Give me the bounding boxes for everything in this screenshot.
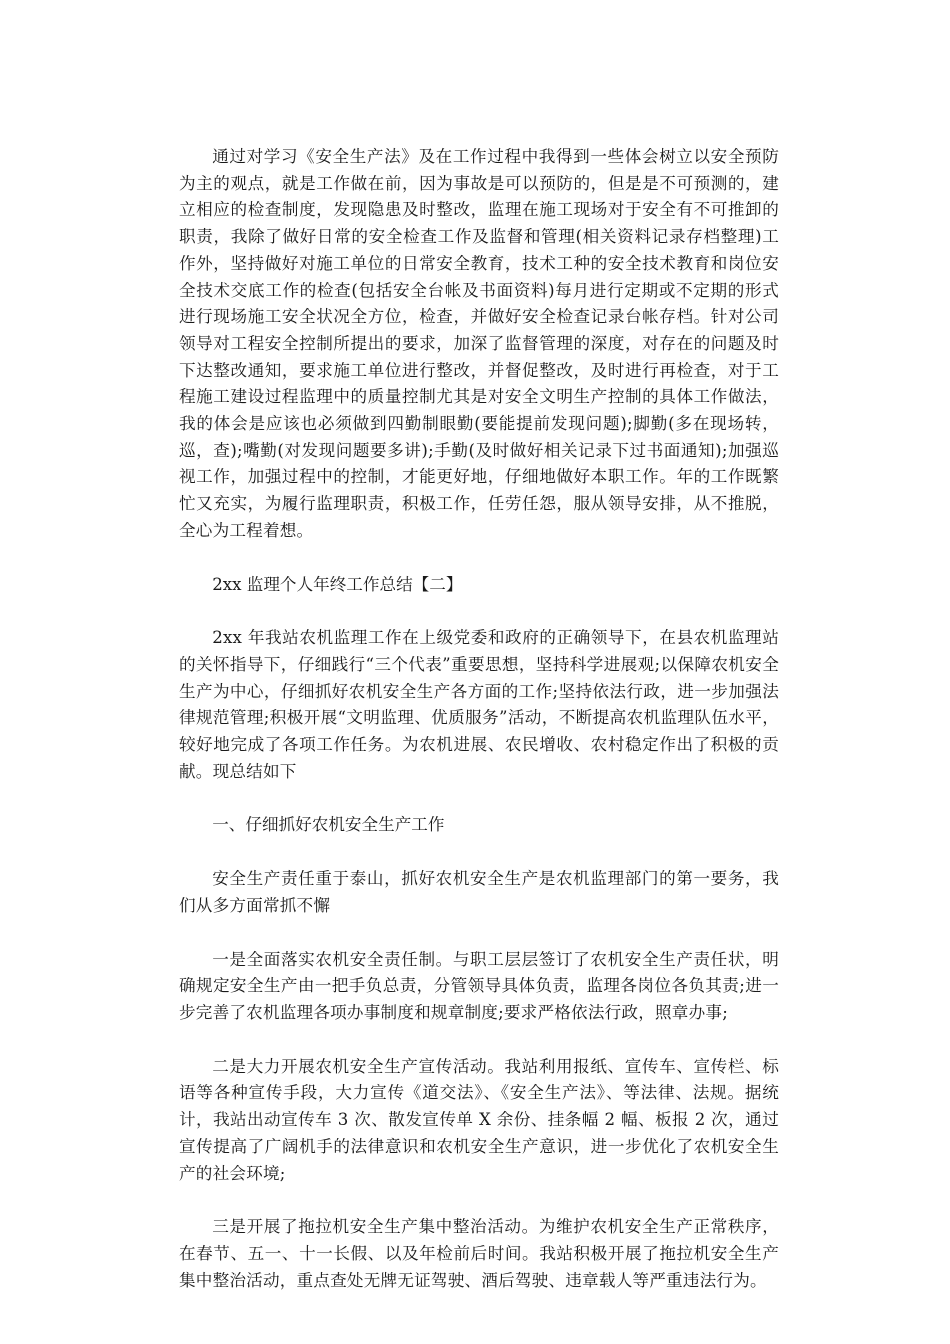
paragraph-safety-experience: 通过对学习《安全生产法》及在工作过程中我得到一些体会树立以安全预防为主的观点，就是工作做在前，因为事故是可以预防的，但是是不可预测的，建立相应的检查制度，发现隐患及时整改，监理在施工现场对于安全有不可推卸的职责，我除了做好日常的安全检查工作及监督和管理(相关资料记录存档整理)工作外，坚持做好对施工单位的日常安全教育，技术工种的安全技术教育和岗位安全技术交底工作的检查(包括安全台帐及书面资料)每月进行定期或不定期的形式进行现场施工安全状况全方位，检查，并做好安全检查记录台帐存档。针对公司领导对工程安全控制所提出的要求，加深了监督管理的深度，对存在的问题及时下达整改通知，要求施工单位进行整改，并督促整改，及时进行再检查，对于工程施工建设过程监理中的质量控制尤其是对安全文明生产控制的具体工作做法，我的体会是应该也必须做到四勤制眼勤(要能提前发现问题);脚勤(多在现场转，巡，查);嘴勤(对发现问题要多讲);手勤(及时做好相关记录下过书面通知);加强巡视工作，加强过程中的控制，才能更好地，仔细地做好本职工作。年的工作既繁忙又充实，为履行监理职责，积极工作，任劳任怨，服从领导安排，从不推脱，全心为工程着想。 — [179, 147, 779, 540]
paragraph-gap — [179, 785, 779, 812]
paragraph-gap — [179, 839, 779, 866]
paragraph-point-three: 三是开展了拖拉机安全生产集中整治活动。为维护农机安全生产正常秩序，在春节、五一、十一长假、以及年检前后时间。我站积极开展了拖拉机安全生产集中整治活动，重点查处无牌无证驾驶、酒后驾驶、违章载人等严重违法行为。 — [179, 1217, 779, 1290]
paragraph-gap — [179, 1027, 779, 1054]
paragraph-gap — [179, 920, 779, 947]
paragraph-gap — [179, 545, 779, 572]
paragraph-point-two: 二是大力开展农机安全生产宣传活动。我站利用报纸、宣传车、宣传栏、标语等各种宣传手段，大力宣传《道交法》、《安全生产法》、等法律、法规。据统计，我站出动宣传车 3 次、散发宣传单 X 余份、挂条幅 2 幅、板报 2 次，通过宣传提高了广阔机手的法律意识和农机安全生产意识，进一步优化了农机安全生产的社会环境; — [179, 1056, 779, 1183]
paragraph-point-one: 一是全面落实农机安全责任制。与职工层层签订了农机安全生产责任状，明确规定安全生产由一把手负总责，分管领导具体负责，监理各岗位各负其责;进一步完善了农机监理各项办事制度和规章制度;要求严格依法行政，照章办事; — [179, 949, 779, 1022]
document-body — [179, 144, 779, 1294]
paragraph-station-overview: 2xx 年我站农机监理工作在上级党委和政府的正确领导下，在县农机监理站的关怀指导下，仔细践行“三个代表”重要思想，坚持科学进展观;以保障农机安全生产为中心，仔细抓好农机安全生产各方面的工作;坚持依法行政，进一步加强法律规范管理;积极开展“文明监理、优质服务”活动，不断提高农机监理队伍水平，较好地完成了各项工作任务。为农机进展、农民增收、农村稳定作出了积极的贡献。现总结如下 — [179, 628, 779, 781]
paragraph-gap — [179, 598, 779, 625]
section-title-summary-two: 2xx 监理个人年终工作总结【二】 — [212, 574, 463, 594]
section-heading-safety-work: 一、仔细抓好农机安全生产工作 — [212, 815, 445, 835]
paragraph-safety-responsibility: 安全生产责任重于泰山，抓好农机安全生产是农机监理部门的第一要务，我们从多方面常抓不懈 — [179, 869, 779, 915]
paragraph-gap — [179, 1187, 779, 1214]
